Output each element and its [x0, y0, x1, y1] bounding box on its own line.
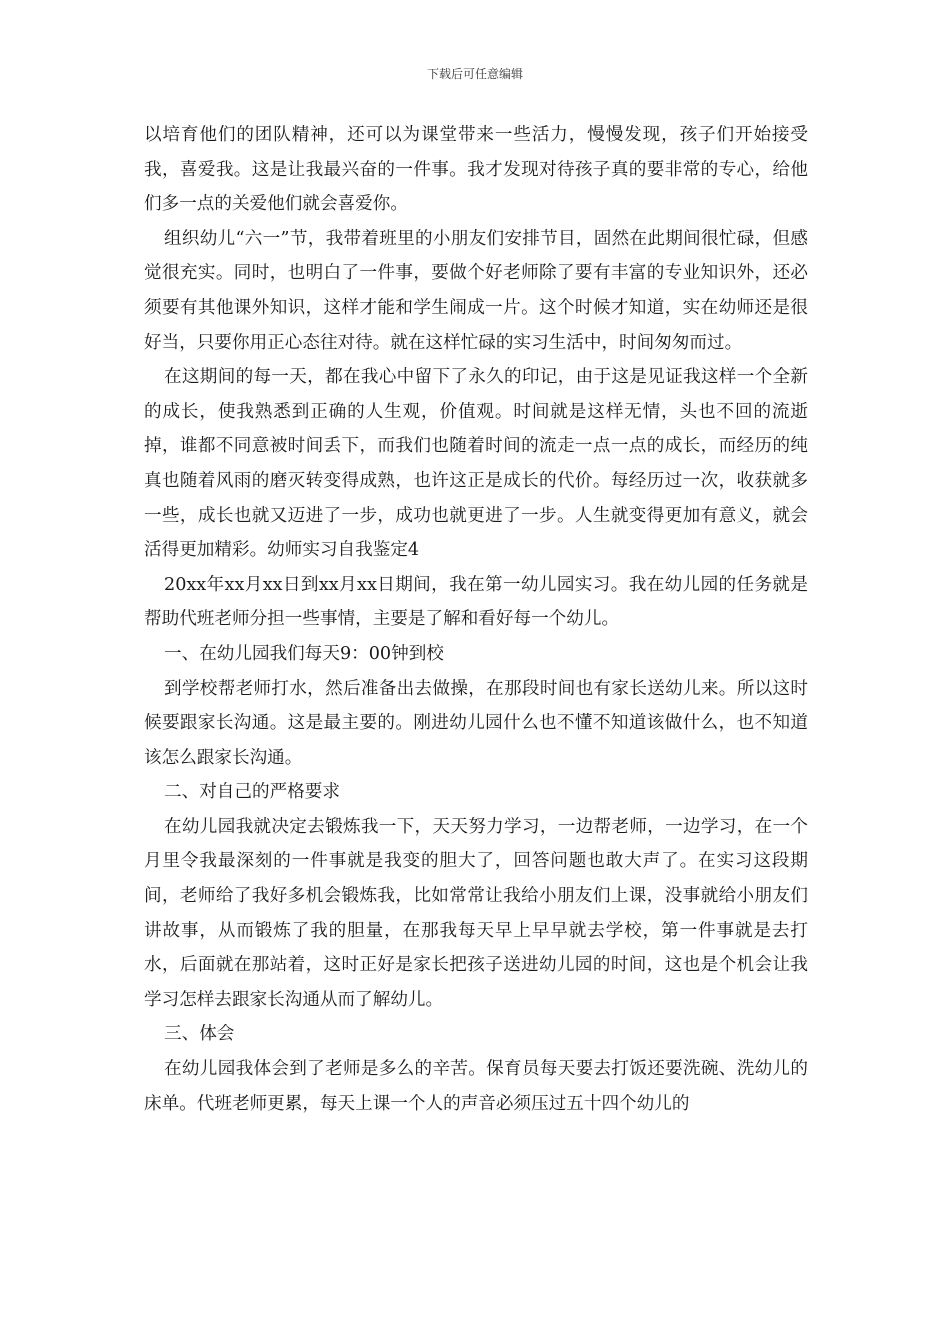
page-header-note: 下载后可任意编辑	[426, 67, 523, 81]
section-heading: 一、在幼儿园我们每天9：00钟到校	[164, 643, 444, 664]
paragraph: 在幼儿园我体会到了老师是多么的辛苦。保育员每天要去打饭还要洗碗、洗幼儿的床单。代班老师更累，每天上课一个人的声音必须压过五十四个幼儿的	[144, 1059, 808, 1114]
paragraph: 以培育他们的团队精神，还可以为课堂带来一些活力，慢慢发现，孩子们开始接受我，喜爱我。这是让我最兴奋的一件事。我才发现对待孩子真的要非常的专心，给他们多一点的关爱他们就会喜爱你。	[144, 125, 808, 215]
paragraph: 到学校帮老师打水，然后准备出去做操，在那段时间也有家长送幼儿来。所以这时候要跟家长沟通。这是最主要的。刚进幼儿园什么也不懂不知道该做什么，也不知道该怎么跟家长沟通。	[144, 678, 808, 768]
section-heading: 二、对自己的严格要求	[164, 782, 340, 803]
section-heading: 三、体会	[164, 1024, 235, 1045]
paragraph: 组织幼儿“六一”节，我带着班里的小朋友们安排节目，固然在此期间很忙碌，但感觉很充实。同时，也明白了一件事，要做个好老师除了要有丰富的专业知识外，还必须要有其他课外知识，这样才能和学生闹成一片。这个时候才知道，实在幼师还是很好当，只要你用正心态往对待。就在这样忙碌的实习生活中，时间匆匆而过。	[144, 228, 808, 353]
paragraph: 在这期间的每一天，都在我心中留下了永久的印记，由于这是见证我这样一个全新的成长，使我熟悉到正确的人生观，价值观。时间就是这样无情，头也不回的流逝掉，谁都不同意被时间丢下，而我们也随着时间的流走一点一点的成长，而经历的纯真也随着风雨的磨灭转变得成熟，也许这正是成长的代价。每经历过一次，收获就多一些，成长也就又迈进了一步，成功也就更进了一步。人生就变得更加有意义，就会活得更加精彩。幼师实习自我鉴定4	[144, 367, 808, 561]
document-body	[144, 118, 808, 1121]
paragraph: 在幼儿园我就决定去锻炼我一下，天天努力学习，一边帮老师，一边学习，在一个月里令我最深刻的一件事就是我变的胆大了，回答问题也敢大声了。在实习这段期间，老师给了我好多机会锻炼我，比如常常让我给小朋友们上课，没事就给小朋友们讲故事，从而锻炼了我的胆量，在那我每天早上早早就去学校，第一件事就是去打水，后面就在那站着，这时正好是家长把孩子送进幼儿园的时间，这也是个机会让我学习怎样去跟家长沟通从而了解幼儿。	[144, 816, 808, 1010]
paragraph: 20xx年xx月xx日到xx月xx日期间，我在第一幼儿园实习。我在幼儿园的任务就是帮助代班老师分担一些事情，主要是了解和看好每一个幼儿。	[144, 574, 808, 630]
